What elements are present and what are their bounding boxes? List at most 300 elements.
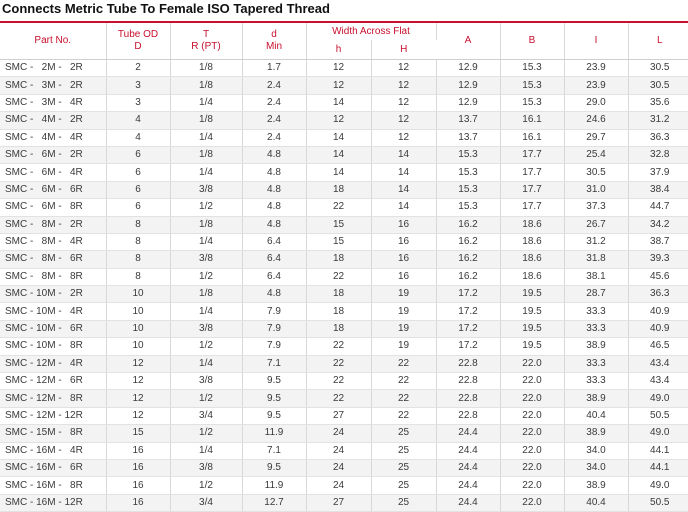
cell-tube-od: 6 <box>106 199 170 216</box>
header-a: A <box>436 22 500 60</box>
cell-d: 7.9 <box>242 338 306 355</box>
cell-h-big: 19 <box>371 286 436 303</box>
cell-h-big: 12 <box>371 112 436 129</box>
cell-b: 16.1 <box>500 112 564 129</box>
cell-h-big: 25 <box>371 459 436 476</box>
cell-tube-od: 15 <box>106 425 170 442</box>
cell-b: 22.0 <box>500 442 564 459</box>
cell-b: 15.3 <box>500 77 564 94</box>
cell-tube-od: 10 <box>106 286 170 303</box>
header-t-line2: R (PT) <box>191 41 221 52</box>
cell-b: 17.7 <box>500 199 564 216</box>
cell-b: 19.5 <box>500 338 564 355</box>
cell-d: 6.4 <box>242 251 306 268</box>
cell-a: 16.2 <box>436 233 500 250</box>
cell-a: 22.8 <box>436 390 500 407</box>
cell-l: 31.2 <box>628 112 688 129</box>
cell-h-big: 12 <box>371 94 436 111</box>
cell-d: 9.5 <box>242 390 306 407</box>
cell-h-big: 19 <box>371 338 436 355</box>
page-title: Connects Metric Tube To Female ISO Tapered Thread <box>2 1 330 16</box>
cell-t: 1/4 <box>170 164 242 181</box>
cell-a: 12.9 <box>436 60 500 77</box>
cell-i: 34.0 <box>564 442 628 459</box>
cell-l: 46.5 <box>628 338 688 355</box>
cell-l: 36.3 <box>628 129 688 146</box>
header-width-across-flat: Width Across Flat <box>306 22 436 40</box>
cell-d: 11.9 <box>242 425 306 442</box>
cell-h-big: 16 <box>371 216 436 233</box>
cell-t: 1/8 <box>170 286 242 303</box>
header-tube-od-line2: D <box>134 41 142 52</box>
cell-l: 38.4 <box>628 181 688 198</box>
cell-h-big: 22 <box>371 373 436 390</box>
cell-d: 7.1 <box>242 442 306 459</box>
cell-part-no: SMC - 16M - 4R <box>0 442 106 459</box>
cell-tube-od: 12 <box>106 390 170 407</box>
cell-h-small: 22 <box>306 338 371 355</box>
cell-i: 38.9 <box>564 390 628 407</box>
cell-tube-od: 6 <box>106 181 170 198</box>
cell-part-no: SMC - 6M - 4R <box>0 164 106 181</box>
table-row <box>0 477 688 494</box>
cell-d: 4.8 <box>242 216 306 233</box>
cell-tube-od: 3 <box>106 77 170 94</box>
cell-h-big: 12 <box>371 129 436 146</box>
cell-l: 43.4 <box>628 355 688 372</box>
cell-part-no: SMC - 12M - 8R <box>0 390 106 407</box>
cell-h-small: 15 <box>306 216 371 233</box>
cell-l: 39.3 <box>628 251 688 268</box>
table-row <box>0 425 688 442</box>
cell-i: 28.7 <box>564 286 628 303</box>
cell-l: 35.6 <box>628 94 688 111</box>
cell-h-big: 19 <box>371 303 436 320</box>
cell-tube-od: 16 <box>106 494 170 511</box>
cell-a: 16.2 <box>436 251 500 268</box>
cell-t: 1/8 <box>170 77 242 94</box>
header-t <box>170 22 242 60</box>
header-part-no: Part No. <box>0 22 106 60</box>
cell-l: 44.7 <box>628 199 688 216</box>
cell-b: 18.6 <box>500 216 564 233</box>
cell-a: 24.4 <box>436 425 500 442</box>
cell-part-no: SMC - 8M - 4R <box>0 233 106 250</box>
cell-l: 38.7 <box>628 233 688 250</box>
cell-b: 19.5 <box>500 303 564 320</box>
cell-h-big: 16 <box>371 233 436 250</box>
cell-t: 1/4 <box>170 129 242 146</box>
cell-tube-od: 6 <box>106 164 170 181</box>
cell-t: 1/4 <box>170 94 242 111</box>
cell-i: 25.4 <box>564 146 628 163</box>
cell-b: 17.7 <box>500 181 564 198</box>
header-h-big: H <box>371 40 436 59</box>
cell-tube-od: 10 <box>106 303 170 320</box>
cell-d: 4.8 <box>242 164 306 181</box>
cell-a: 24.4 <box>436 442 500 459</box>
spec-table <box>0 21 688 512</box>
cell-b: 18.6 <box>500 251 564 268</box>
cell-d: 9.5 <box>242 373 306 390</box>
cell-part-no: SMC - 12M - 4R <box>0 355 106 372</box>
table-row <box>0 303 688 320</box>
cell-h-small: 22 <box>306 199 371 216</box>
cell-part-no: SMC - 6M - 6R <box>0 181 106 198</box>
header-h-small: h <box>306 40 371 59</box>
cell-a: 24.4 <box>436 494 500 511</box>
header-tube-od <box>106 22 170 60</box>
cell-a: 16.2 <box>436 268 500 285</box>
cell-b: 22.0 <box>500 425 564 442</box>
cell-tube-od: 8 <box>106 216 170 233</box>
header-i: I <box>564 22 628 60</box>
cell-a: 22.8 <box>436 355 500 372</box>
cell-t: 1/2 <box>170 390 242 407</box>
cell-d: 7.9 <box>242 320 306 337</box>
cell-a: 15.3 <box>436 146 500 163</box>
cell-h-big: 25 <box>371 442 436 459</box>
cell-part-no: SMC - 10M - 8R <box>0 338 106 355</box>
cell-part-no: SMC - 6M - 8R <box>0 199 106 216</box>
cell-l: 44.1 <box>628 442 688 459</box>
cell-part-no: SMC - 10M - 2R <box>0 286 106 303</box>
cell-b: 16.1 <box>500 129 564 146</box>
cell-tube-od: 8 <box>106 251 170 268</box>
cell-h-big: 25 <box>371 477 436 494</box>
cell-t: 1/2 <box>170 425 242 442</box>
cell-l: 32.8 <box>628 146 688 163</box>
cell-i: 40.4 <box>564 407 628 424</box>
cell-tube-od: 12 <box>106 355 170 372</box>
table-row <box>0 494 688 511</box>
table-row <box>0 373 688 390</box>
cell-tube-od: 4 <box>106 129 170 146</box>
cell-i: 24.6 <box>564 112 628 129</box>
table-row <box>0 146 688 163</box>
cell-tube-od: 12 <box>106 407 170 424</box>
table-row <box>0 320 688 337</box>
table-row <box>0 60 688 77</box>
cell-a: 15.3 <box>436 164 500 181</box>
cell-h-big: 14 <box>371 164 436 181</box>
cell-d: 4.8 <box>242 146 306 163</box>
table-row <box>0 442 688 459</box>
cell-b: 19.5 <box>500 286 564 303</box>
cell-l: 49.0 <box>628 425 688 442</box>
cell-part-no: SMC - 8M - 6R <box>0 251 106 268</box>
cell-t: 1/8 <box>170 146 242 163</box>
cell-i: 38.1 <box>564 268 628 285</box>
cell-b: 22.0 <box>500 494 564 511</box>
cell-h-small: 22 <box>306 390 371 407</box>
cell-b: 19.5 <box>500 320 564 337</box>
table-row <box>0 94 688 111</box>
header-d <box>242 22 306 60</box>
cell-i: 34.0 <box>564 459 628 476</box>
cell-h-small: 22 <box>306 268 371 285</box>
cell-h-small: 14 <box>306 146 371 163</box>
cell-b: 22.0 <box>500 355 564 372</box>
table-row <box>0 233 688 250</box>
cell-t: 1/2 <box>170 268 242 285</box>
table-row <box>0 77 688 94</box>
cell-d: 12.7 <box>242 494 306 511</box>
cell-d: 4.8 <box>242 286 306 303</box>
cell-h-small: 18 <box>306 181 371 198</box>
cell-h-small: 24 <box>306 477 371 494</box>
cell-t: 1/2 <box>170 338 242 355</box>
cell-tube-od: 3 <box>106 94 170 111</box>
cell-l: 40.9 <box>628 303 688 320</box>
cell-h-big: 25 <box>371 425 436 442</box>
cell-h-small: 18 <box>306 320 371 337</box>
table-body <box>0 60 688 512</box>
cell-h-small: 12 <box>306 60 371 77</box>
cell-t: 3/8 <box>170 373 242 390</box>
cell-t: 1/4 <box>170 303 242 320</box>
cell-i: 23.9 <box>564 77 628 94</box>
cell-t: 1/4 <box>170 233 242 250</box>
cell-d: 4.8 <box>242 199 306 216</box>
cell-part-no: SMC - 3M - 4R <box>0 94 106 111</box>
cell-t: 1/8 <box>170 112 242 129</box>
cell-h-small: 22 <box>306 355 371 372</box>
cell-tube-od: 16 <box>106 442 170 459</box>
cell-l: 30.5 <box>628 77 688 94</box>
cell-a: 12.9 <box>436 94 500 111</box>
cell-l: 40.9 <box>628 320 688 337</box>
cell-h-big: 19 <box>371 320 436 337</box>
cell-i: 33.3 <box>564 373 628 390</box>
cell-i: 33.3 <box>564 320 628 337</box>
cell-part-no: SMC - 16M - 8R <box>0 477 106 494</box>
cell-part-no: SMC - 16M - 6R <box>0 459 106 476</box>
cell-h-small: 18 <box>306 251 371 268</box>
cell-b: 18.6 <box>500 268 564 285</box>
cell-d: 6.4 <box>242 268 306 285</box>
spec-table-container <box>0 21 686 512</box>
table-row <box>0 338 688 355</box>
cell-part-no: SMC - 3M - 2R <box>0 77 106 94</box>
cell-tube-od: 12 <box>106 373 170 390</box>
cell-a: 13.7 <box>436 129 500 146</box>
cell-tube-od: 10 <box>106 320 170 337</box>
cell-i: 29.7 <box>564 129 628 146</box>
cell-a: 16.2 <box>436 216 500 233</box>
cell-part-no: SMC - 8M - 8R <box>0 268 106 285</box>
cell-l: 49.0 <box>628 477 688 494</box>
cell-i: 33.3 <box>564 355 628 372</box>
cell-h-small: 27 <box>306 494 371 511</box>
cell-a: 17.2 <box>436 320 500 337</box>
cell-part-no: SMC - 2M - 2R <box>0 60 106 77</box>
table-row <box>0 251 688 268</box>
header-l: L <box>628 22 688 60</box>
cell-part-no: SMC - 10M - 6R <box>0 320 106 337</box>
cell-b: 17.7 <box>500 164 564 181</box>
cell-h-big: 16 <box>371 268 436 285</box>
cell-h-big: 12 <box>371 77 436 94</box>
cell-i: 30.5 <box>564 164 628 181</box>
cell-part-no: SMC - 12M - 12R <box>0 407 106 424</box>
cell-d: 2.4 <box>242 129 306 146</box>
cell-h-big: 16 <box>371 251 436 268</box>
cell-h-big: 22 <box>371 407 436 424</box>
table-row <box>0 199 688 216</box>
cell-b: 18.6 <box>500 233 564 250</box>
header-d-line1: d <box>271 29 277 40</box>
table-row <box>0 459 688 476</box>
cell-h-big: 14 <box>371 146 436 163</box>
cell-tube-od: 2 <box>106 60 170 77</box>
cell-h-small: 18 <box>306 303 371 320</box>
cell-t: 3/8 <box>170 251 242 268</box>
cell-tube-od: 8 <box>106 233 170 250</box>
cell-h-big: 25 <box>371 494 436 511</box>
header-d-line2: Min <box>265 41 283 52</box>
cell-h-small: 27 <box>306 407 371 424</box>
cell-i: 31.2 <box>564 233 628 250</box>
cell-b: 17.7 <box>500 146 564 163</box>
cell-h-small: 22 <box>306 373 371 390</box>
cell-t: 3/4 <box>170 407 242 424</box>
header-tube-od-line1: Tube OD <box>117 29 159 40</box>
cell-l: 36.3 <box>628 286 688 303</box>
cell-b: 22.0 <box>500 373 564 390</box>
cell-t: 3/8 <box>170 459 242 476</box>
cell-d: 9.5 <box>242 407 306 424</box>
cell-tube-od: 16 <box>106 477 170 494</box>
cell-h-small: 12 <box>306 112 371 129</box>
cell-d: 2.4 <box>242 112 306 129</box>
cell-tube-od: 8 <box>106 268 170 285</box>
cell-l: 34.2 <box>628 216 688 233</box>
cell-d: 7.9 <box>242 303 306 320</box>
cell-h-big: 22 <box>371 355 436 372</box>
cell-a: 12.9 <box>436 77 500 94</box>
cell-t: 1/8 <box>170 60 242 77</box>
cell-part-no: SMC - 4M - 4R <box>0 129 106 146</box>
cell-i: 23.9 <box>564 60 628 77</box>
cell-a: 17.2 <box>436 338 500 355</box>
cell-h-big: 22 <box>371 390 436 407</box>
cell-part-no: SMC - 4M - 2R <box>0 112 106 129</box>
cell-a: 17.2 <box>436 303 500 320</box>
cell-d: 2.4 <box>242 77 306 94</box>
cell-i: 37.3 <box>564 199 628 216</box>
cell-part-no: SMC - 8M - 2R <box>0 216 106 233</box>
cell-t: 3/8 <box>170 320 242 337</box>
table-row <box>0 268 688 285</box>
cell-h-small: 24 <box>306 459 371 476</box>
table-row <box>0 129 688 146</box>
cell-a: 24.4 <box>436 477 500 494</box>
cell-h-small: 14 <box>306 164 371 181</box>
cell-a: 15.3 <box>436 181 500 198</box>
cell-i: 29.0 <box>564 94 628 111</box>
table-row <box>0 112 688 129</box>
cell-tube-od: 16 <box>106 459 170 476</box>
cell-h-big: 14 <box>371 199 436 216</box>
cell-d: 7.1 <box>242 355 306 372</box>
cell-t: 3/4 <box>170 494 242 511</box>
cell-l: 37.9 <box>628 164 688 181</box>
cell-d: 4.8 <box>242 181 306 198</box>
cell-a: 17.2 <box>436 286 500 303</box>
cell-l: 50.5 <box>628 407 688 424</box>
cell-t: 1/4 <box>170 442 242 459</box>
cell-i: 33.3 <box>564 303 628 320</box>
cell-h-small: 24 <box>306 442 371 459</box>
cell-a: 13.7 <box>436 112 500 129</box>
header-b: B <box>500 22 564 60</box>
cell-t: 1/2 <box>170 477 242 494</box>
cell-h-small: 12 <box>306 77 371 94</box>
cell-h-small: 24 <box>306 425 371 442</box>
cell-l: 45.6 <box>628 268 688 285</box>
cell-d: 6.4 <box>242 233 306 250</box>
cell-a: 15.3 <box>436 199 500 216</box>
cell-part-no: SMC - 16M - 12R <box>0 494 106 511</box>
cell-b: 22.0 <box>500 390 564 407</box>
cell-l: 50.5 <box>628 494 688 511</box>
table-row <box>0 181 688 198</box>
cell-i: 31.8 <box>564 251 628 268</box>
cell-d: 1.7 <box>242 60 306 77</box>
cell-t: 1/8 <box>170 216 242 233</box>
cell-h-small: 15 <box>306 233 371 250</box>
cell-b: 15.3 <box>500 94 564 111</box>
cell-i: 38.9 <box>564 477 628 494</box>
cell-b: 15.3 <box>500 60 564 77</box>
cell-t: 1/4 <box>170 355 242 372</box>
cell-i: 26.7 <box>564 216 628 233</box>
cell-h-small: 18 <box>306 286 371 303</box>
table-row <box>0 390 688 407</box>
cell-i: 40.4 <box>564 494 628 511</box>
cell-b: 22.0 <box>500 459 564 476</box>
cell-part-no: SMC - 12M - 6R <box>0 373 106 390</box>
cell-part-no: SMC - 10M - 4R <box>0 303 106 320</box>
cell-b: 22.0 <box>500 477 564 494</box>
table-header <box>0 22 688 60</box>
cell-h-big: 14 <box>371 181 436 198</box>
cell-l: 49.0 <box>628 390 688 407</box>
cell-d: 11.9 <box>242 477 306 494</box>
cell-tube-od: 10 <box>106 338 170 355</box>
cell-b: 22.0 <box>500 407 564 424</box>
header-t-line1: T <box>202 29 210 40</box>
cell-t: 1/2 <box>170 199 242 216</box>
cell-a: 24.4 <box>436 459 500 476</box>
cell-l: 43.4 <box>628 373 688 390</box>
cell-i: 38.9 <box>564 425 628 442</box>
cell-d: 2.4 <box>242 94 306 111</box>
cell-tube-od: 4 <box>106 112 170 129</box>
table-row <box>0 164 688 181</box>
cell-a: 22.8 <box>436 373 500 390</box>
cell-part-no: SMC - 15M - 8R <box>0 425 106 442</box>
cell-h-small: 14 <box>306 94 371 111</box>
cell-i: 31.0 <box>564 181 628 198</box>
cell-h-big: 12 <box>371 60 436 77</box>
cell-t: 3/8 <box>170 181 242 198</box>
cell-tube-od: 6 <box>106 146 170 163</box>
table-row <box>0 216 688 233</box>
cell-a: 22.8 <box>436 407 500 424</box>
cell-d: 9.5 <box>242 459 306 476</box>
